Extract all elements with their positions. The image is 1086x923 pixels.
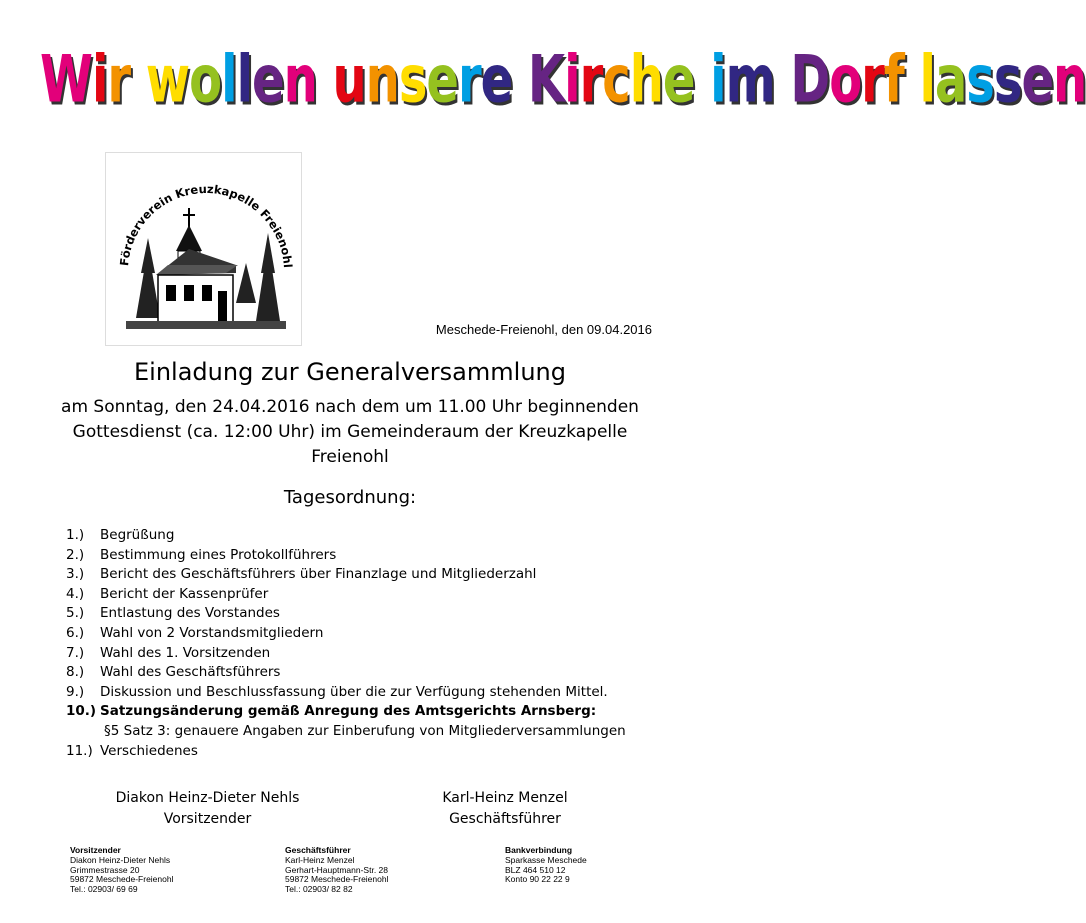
banner-letter: a <box>934 42 967 118</box>
banner-letter: D <box>790 42 830 118</box>
banner-letter: h <box>629 42 663 118</box>
agenda-text: §5 Satz 3: genauere Angaben zur Einberufung von Mitgliederversammlungen <box>104 722 626 739</box>
signature-chair <box>110 788 305 830</box>
logo-text: Förderverein Kreuzkapelle Freienohl <box>117 181 295 269</box>
banner-letter: c <box>602 42 630 118</box>
signature-name: Diakon Heinz-Dieter Nehls <box>115 790 300 806</box>
agenda-item <box>60 644 680 664</box>
agenda-item <box>60 565 680 585</box>
agenda-item <box>60 702 680 722</box>
agenda-number: 6.) <box>66 624 85 641</box>
date-line: Meschede-Freienohl, den 09.04.2016 <box>435 322 652 337</box>
banner-letter <box>512 42 528 118</box>
agenda-item <box>60 683 680 703</box>
agenda-number: 7.) <box>66 644 85 661</box>
banner-letter: f <box>883 42 904 118</box>
banner-letter: r <box>579 42 603 118</box>
banner-letter <box>904 42 920 118</box>
footer-manager <box>285 846 388 895</box>
agenda-text: Satzungsänderung gemäß Anregung des Amtsgerichts Arnsberg: <box>100 703 597 720</box>
banner-letter: W <box>40 42 92 118</box>
banner-letter: e <box>480 42 513 118</box>
banner-letter: e <box>426 42 458 118</box>
agenda-number: 1.) <box>66 527 85 543</box>
agenda-number: 9.) <box>66 683 85 700</box>
agenda-number: 4.) <box>66 585 85 602</box>
agenda-text: Bericht der Kassenprüfer <box>100 585 269 602</box>
footer-line: 59872 Meschede-Freienohl <box>285 874 389 885</box>
agenda-text: Entlastung des Vorstandes <box>100 605 280 622</box>
invitation-line: Freienohl <box>311 447 389 467</box>
banner-letter: n <box>283 42 317 118</box>
agenda-number: 11.) <box>66 742 93 759</box>
signature-role: Geschäftsführer <box>449 811 561 827</box>
banner-letter: n <box>365 42 399 118</box>
signature-name: Karl-Heinz Menzel <box>442 790 568 806</box>
footer-line: Karl-Heinz Menzel <box>285 854 355 865</box>
agenda-text: Bestimmung eines Protokollführers <box>100 546 337 563</box>
agenda-number: 2.) <box>66 546 85 563</box>
agenda-text: Wahl des 1. Vorsitzenden <box>100 644 271 661</box>
banner-letter: o <box>189 42 222 118</box>
agenda-text: Verschiedenes <box>100 742 198 759</box>
agenda-number: 8.) <box>66 664 85 681</box>
agenda-item <box>60 663 680 683</box>
footer-line: Tel.: 02903/ 82 82 <box>285 884 353 895</box>
footer-line: Grimmestrasse 20 <box>70 864 140 875</box>
signature-role: Vorsitzender <box>163 811 252 827</box>
banner-letter: e <box>662 42 695 118</box>
banner-letter: l <box>919 42 935 118</box>
banner <box>40 42 1086 132</box>
footer-line: Konto 90 22 22 9 <box>505 874 570 885</box>
banner-letter: u <box>332 42 366 118</box>
agenda-text: Bericht des Geschäftsführers über Finanzlage und Mitgliederzahl <box>100 566 537 583</box>
agenda-text: Wahl des Geschäftsführers <box>100 664 281 681</box>
footer-chair <box>70 846 173 895</box>
banner-letter: s <box>398 42 427 118</box>
banner-letter: i <box>564 42 580 118</box>
banner-letter: K <box>527 42 565 118</box>
invitation-line: Gottesdienst (ca. 12:00 Uhr) im Gemeinderaum der Kreuzkapelle <box>72 422 628 442</box>
invitation-text <box>30 395 670 470</box>
banner-letter: r <box>107 42 131 118</box>
banner-letter: r <box>457 42 481 118</box>
footer-line: Diakon Heinz-Dieter Nehls <box>70 854 171 865</box>
banner-letter: s <box>993 42 1022 118</box>
banner-letter: l <box>221 42 237 118</box>
footer-line: Gerhart-Hauptmann-Str. 28 <box>285 864 388 875</box>
banner-title <box>40 42 1086 118</box>
banner-letter <box>130 42 146 118</box>
agenda-subitem <box>60 722 680 742</box>
banner-letter: o <box>829 42 862 118</box>
footer-heading: Vorsitzender <box>70 845 121 855</box>
agenda-text: Begrüßung <box>100 527 175 543</box>
agenda-text: Diskussion und Beschlussfassung über die zur Verfügung stehenden Mittel. <box>100 683 608 700</box>
footer-line: 59872 Meschede-Freienohl <box>70 874 174 885</box>
agenda-item <box>60 604 680 624</box>
agenda-number: 5.) <box>66 605 85 622</box>
agenda-number: 3.) <box>66 566 85 583</box>
invitation-title: Einladung zur Generalversammlung <box>134 358 566 386</box>
banner-letter: n <box>1053 42 1086 118</box>
association-logo <box>105 152 302 346</box>
banner-letter <box>775 42 791 118</box>
footer-line: Sparkasse Meschede <box>505 854 587 865</box>
banner-letter: m <box>725 42 775 118</box>
footer-heading: Geschäftsführer <box>285 845 351 855</box>
banner-letter <box>694 42 710 118</box>
agenda-item <box>60 742 680 762</box>
footer-line: Tel.: 02903/ 69 69 <box>70 884 138 895</box>
banner-letter: e <box>1021 42 1054 118</box>
banner-letter: l <box>236 42 253 118</box>
banner-letter <box>317 42 333 118</box>
signature-manager <box>420 788 590 830</box>
agenda-list <box>60 526 680 761</box>
agenda-item <box>60 624 680 644</box>
agenda-number: 10.) <box>66 703 97 720</box>
banner-letter: i <box>91 42 108 118</box>
agenda-item <box>60 526 680 546</box>
agenda-title: Tagesordnung: <box>283 487 417 508</box>
banner-letter: i <box>710 42 726 118</box>
agenda-item <box>60 585 680 605</box>
agenda-text: Wahl von 2 Vorstandsmitgliedern <box>100 624 324 641</box>
footer-line: BLZ 464 510 12 <box>505 864 566 875</box>
banner-letter: w <box>145 42 190 118</box>
invitation-line: am Sonntag, den 24.04.2016 nach dem um 11.00 Uhr beginnenden <box>61 397 639 417</box>
banner-letter: r <box>861 42 884 118</box>
footer-heading: Bankverbindung <box>505 845 573 855</box>
banner-letter: s <box>966 42 994 118</box>
agenda-item <box>60 546 680 566</box>
banner-letter: e <box>252 42 284 118</box>
footer-bank <box>505 846 587 885</box>
